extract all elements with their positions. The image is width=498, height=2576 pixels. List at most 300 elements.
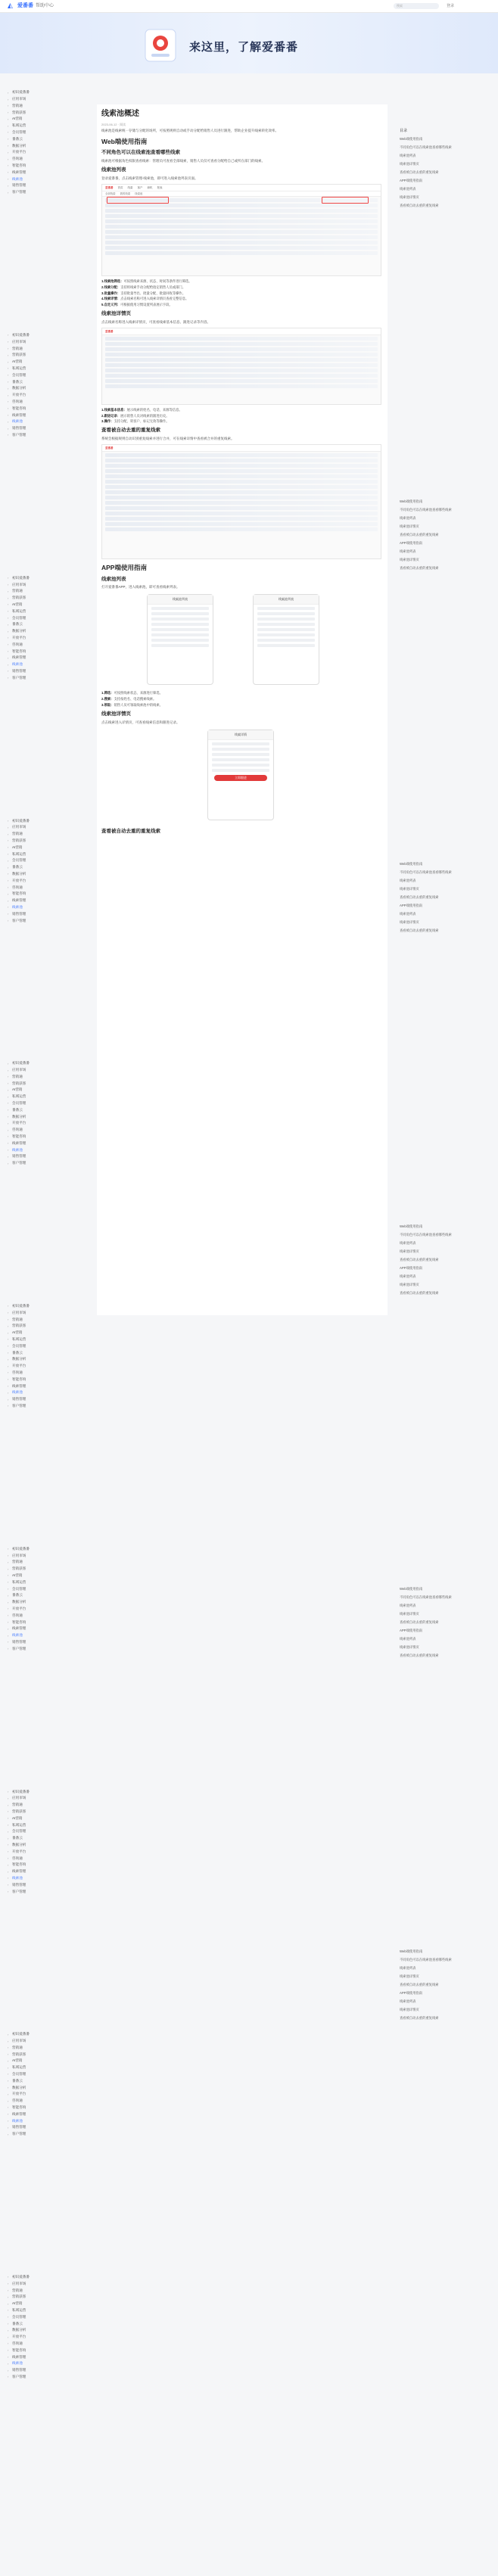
sidebar-item[interactable]: [8, 2341, 91, 2347]
sidebar-item-label: 应用市场: [12, 1310, 26, 1314]
toc-item[interactable]: Web端使用指南: [400, 499, 423, 503]
sidebar-item[interactable]: [8, 1848, 91, 1855]
sidebar-item-label: 私域运营: [12, 2308, 26, 2313]
toc-item[interactable]: Web端使用指南: [400, 136, 423, 141]
sidebar-item-label: 营销通: [12, 1560, 23, 1564]
chevron-icon: ›: [8, 669, 9, 674]
sidebar-item[interactable]: [8, 2058, 91, 2064]
sidebar-item-label: 私域运营: [12, 1579, 26, 1584]
toc-item[interactable]: 线索池详情页: [400, 1249, 419, 1253]
sidebar-item[interactable]: [8, 352, 91, 359]
sidebar-item[interactable]: [8, 1389, 91, 1396]
sidebar-item[interactable]: [8, 2084, 91, 2091]
sidebar-item-label: 开放平台: [12, 1606, 26, 1610]
sidebar-item[interactable]: [8, 1303, 91, 1310]
toc-item[interactable]: Web端使用指南: [400, 1586, 423, 1591]
sidebar-item-label: 初识爱番番: [12, 1546, 30, 1551]
sidebar-item[interactable]: [8, 2301, 91, 2307]
sidebar-item[interactable]: [8, 1632, 91, 1639]
toc-item[interactable]: 线索池列表: [400, 878, 416, 882]
sidebar-item[interactable]: [8, 2131, 91, 2138]
chevron-icon: ›: [8, 622, 9, 627]
hero-illustration-icon: [141, 23, 180, 66]
chevron-icon: ›: [8, 662, 9, 667]
toc-item[interactable]: APP端使用指南: [400, 1265, 423, 1270]
sidebar-item[interactable]: [8, 1579, 91, 1585]
sidebar-item-label: 客户管理: [12, 918, 26, 922]
sidebar-item[interactable]: [8, 884, 91, 891]
sidebar-item[interactable]: [8, 2117, 91, 2124]
sidebar-item[interactable]: [8, 1403, 91, 1410]
toc-item[interactable]: APP端使用指南: [400, 178, 423, 182]
sidebar-item[interactable]: [8, 425, 91, 432]
sidebar-item[interactable]: [8, 1795, 91, 1802]
sidebar-item-label: 线索管理: [12, 1626, 26, 1631]
sidebar-item-label: 初识爱番番: [12, 90, 30, 95]
sidebar-item[interactable]: [8, 1868, 91, 1875]
toc-item[interactable]: 线索池详情页: [400, 557, 419, 562]
sidebar-item[interactable]: [8, 432, 91, 439]
toc-item[interactable]: Web端使用指南: [400, 861, 423, 866]
sidebar-item[interactable]: [8, 917, 91, 924]
sidebar-item[interactable]: [8, 103, 91, 110]
chevron-icon: ›: [8, 1607, 9, 1611]
sidebar: [8, 89, 91, 2517]
sidebar-item-label: 营销通: [12, 103, 23, 107]
toc-item[interactable]: 线索池详情页: [400, 919, 419, 924]
sidebar-item[interactable]: [8, 628, 91, 635]
sidebar-item[interactable]: [8, 910, 91, 917]
sidebar-item[interactable]: [8, 1343, 91, 1350]
sidebar-item-label: 番番云: [12, 865, 23, 870]
sidebar-item[interactable]: [8, 851, 91, 857]
sidebar-item[interactable]: [8, 1134, 91, 1140]
sidebar-item[interactable]: [8, 123, 91, 129]
sidebar-item[interactable]: [8, 89, 91, 96]
sidebar-item[interactable]: [8, 1330, 91, 1336]
sidebar-item[interactable]: [8, 372, 91, 379]
sidebar-item-label: 数据分析: [12, 386, 26, 390]
sidebar-item-label: 智能咨询: [12, 1134, 26, 1139]
sidebar-item[interactable]: [8, 176, 91, 182]
sidebar-item[interactable]: [8, 418, 91, 425]
sidebar-item[interactable]: [8, 648, 91, 655]
search-input[interactable]: 搜索: [394, 3, 439, 9]
sidebar-item[interactable]: [8, 1356, 91, 1363]
sidebar-item[interactable]: [8, 1585, 91, 1592]
toc-item[interactable]: 线索池详情页: [400, 524, 419, 528]
sidebar-item-label: 应用市场: [12, 2039, 26, 2043]
sidebar-item-label: AI营销: [12, 1087, 23, 1092]
sidebar-item[interactable]: [8, 1855, 91, 1862]
sidebar-item[interactable]: [8, 345, 91, 352]
sidebar-item[interactable]: [8, 2098, 91, 2105]
sidebar-item[interactable]: [8, 1107, 91, 1114]
sidebar-item[interactable]: [8, 1809, 91, 1815]
login-link[interactable]: 登录: [447, 4, 455, 8]
toc-item[interactable]: 线索池列表: [400, 153, 416, 157]
sidebar-item-label: 营销通: [12, 2288, 23, 2292]
toc-item[interactable]: APP端使用指南: [400, 903, 423, 907]
sidebar-item-label: 客户管理: [12, 1889, 26, 1893]
sidebar-item-label: 开放平台: [12, 393, 26, 397]
sidebar-item[interactable]: [8, 608, 91, 614]
sidebar-item-label: 客户管理: [12, 675, 26, 680]
chevron-icon: ›: [8, 576, 9, 580]
sidebar-item[interactable]: [8, 655, 91, 661]
sidebar-item[interactable]: [8, 366, 91, 372]
sidebar-item[interactable]: [8, 1566, 91, 1573]
sidebar-item[interactable]: [8, 2274, 91, 2281]
sidebar-item[interactable]: [8, 1888, 91, 1895]
sidebar-item[interactable]: [8, 621, 91, 628]
sidebar-item[interactable]: [8, 904, 91, 911]
sidebar-item-label: AI营销: [12, 1573, 23, 1577]
sidebar-item-label: 咨询通: [12, 885, 23, 889]
sidebar-item[interactable]: [8, 1383, 91, 1389]
toc-item[interactable]: Web端使用指南: [400, 1224, 423, 1228]
sidebar-item[interactable]: [8, 1153, 91, 1160]
sidebar-item-label: 客户管理: [12, 1646, 26, 1650]
sidebar-item-label: 咨询通: [12, 1370, 23, 1375]
sidebar-item[interactable]: [8, 2124, 91, 2131]
sidebar-item[interactable]: [8, 129, 91, 136]
sidebar-item[interactable]: [8, 1087, 91, 1094]
toc-item[interactable]: 线索池列表: [400, 1965, 416, 1970]
sidebar-item[interactable]: [8, 2111, 91, 2118]
sidebar-item[interactable]: [8, 359, 91, 366]
sidebar-item[interactable]: [8, 136, 91, 143]
chevron-icon: ›: [8, 393, 9, 397]
toc-item[interactable]: 查看被自动去重的重复线索: [400, 203, 439, 207]
sidebar-item[interactable]: [8, 1645, 91, 1652]
toc-item[interactable]: 线索池列表: [400, 1603, 416, 1607]
sidebar-item[interactable]: [8, 109, 91, 116]
sidebar-item-label: 营销通: [12, 1803, 23, 1807]
sidebar-item[interactable]: [8, 1080, 91, 1087]
sidebar-item[interactable]: [8, 1349, 91, 1356]
sidebar-item-label: 客户管理: [12, 433, 26, 437]
toc-item[interactable]: 线索池详情页: [400, 1282, 419, 1286]
sidebar-item[interactable]: [8, 581, 91, 588]
sidebar-item[interactable]: [8, 838, 91, 845]
sidebar-item[interactable]: [8, 1127, 91, 1134]
sidebar-item[interactable]: [8, 1552, 91, 1559]
sidebar-item-label: 会员管理: [12, 858, 26, 863]
sidebar-item[interactable]: [8, 2064, 91, 2071]
sidebar-item[interactable]: [8, 641, 91, 648]
sidebar-item[interactable]: [8, 1828, 91, 1835]
sidebar-item[interactable]: [8, 399, 91, 406]
sidebar-item[interactable]: [8, 2320, 91, 2327]
toc-item[interactable]: APP端使用指南: [400, 540, 423, 545]
sidebar-item[interactable]: [8, 1074, 91, 1081]
sidebar-item-label: 销售管理: [12, 1397, 26, 1402]
chevron-icon: ›: [8, 1384, 9, 1389]
sidebar-item[interactable]: [8, 1140, 91, 1147]
chevron-icon: ›: [8, 2065, 9, 2070]
sidebar-item[interactable]: [8, 1802, 91, 1809]
toc-item[interactable]: 线索池列表: [400, 1274, 416, 1278]
sidebar-item[interactable]: [8, 1336, 91, 1343]
toc-item[interactable]: 查看被自动去重的重复线索: [400, 565, 439, 570]
sidebar-item[interactable]: [8, 339, 91, 346]
sidebar-item-label: 番番云: [12, 1593, 23, 1598]
chevron-icon: ›: [8, 1128, 9, 1132]
toc-item[interactable]: 查看被自动去重的重复线索: [400, 1257, 439, 1262]
toc-item[interactable]: 线索池详情页: [400, 194, 419, 199]
sidebar-item[interactable]: [8, 817, 91, 824]
sidebar-item[interactable]: [8, 857, 91, 864]
sidebar-item[interactable]: [8, 1639, 91, 1646]
sidebar-item[interactable]: [8, 1146, 91, 1153]
sidebar-item-label: 私域运营: [12, 2065, 26, 2070]
sidebar-item[interactable]: [8, 1060, 91, 1067]
sidebar-item[interactable]: [8, 332, 91, 339]
toc-item[interactable]: 线索池详情页: [400, 2007, 419, 2011]
chevron-icon: ›: [8, 2079, 9, 2083]
sidebar-item[interactable]: [8, 2281, 91, 2288]
sidebar-item[interactable]: [8, 1370, 91, 1377]
chevron-icon: ›: [8, 406, 9, 411]
toc-item[interactable]: 线索池详情页: [400, 161, 419, 166]
sidebar-item[interactable]: [8, 406, 91, 412]
sidebar-item-label: 客户管理: [12, 1161, 26, 1165]
sidebar-item[interactable]: [8, 1316, 91, 1323]
sidebar-item-label: 会员管理: [12, 615, 26, 620]
sidebar-item[interactable]: [8, 1881, 91, 1888]
sidebar-item[interactable]: [8, 2334, 91, 2341]
sidebar-item[interactable]: [8, 2374, 91, 2381]
sidebar-item[interactable]: [8, 182, 91, 189]
chevron-icon: ›: [8, 1075, 9, 1079]
sidebar-item[interactable]: [8, 163, 91, 170]
sidebar-item-label: 初识爱番番: [12, 1061, 30, 1066]
bullet-text: 支持分配、转客户、标记无效等操作。: [114, 419, 170, 424]
sidebar-item-label: 营销获客: [12, 838, 26, 842]
sidebar-item[interactable]: [8, 392, 91, 399]
sidebar-item[interactable]: [8, 1100, 91, 1107]
sidebar-item-label: 应用市场: [12, 1068, 26, 1072]
bullet-text: 销售人员可领取线索池中的线索。: [114, 703, 163, 707]
chevron-icon: ›: [8, 1311, 9, 1315]
sidebar-item[interactable]: [8, 2105, 91, 2111]
sidebar-item[interactable]: [8, 1377, 91, 1383]
chevron-icon: ›: [8, 373, 9, 378]
toc-item[interactable]: 查看被自动去重的重复线索: [400, 532, 439, 537]
sidebar-item[interactable]: [8, 1067, 91, 1074]
toc-item[interactable]: 线索池列表: [400, 549, 416, 553]
sidebar-item[interactable]: [8, 2071, 91, 2078]
toc-item[interactable]: 不同角色可以在线索池查看哪些线索: [400, 145, 452, 149]
toc-item[interactable]: 查看被自动去重的重复线索: [400, 1982, 439, 1986]
sidebar-item[interactable]: [8, 1619, 91, 1626]
sidebar-item[interactable]: [8, 2327, 91, 2334]
logo[interactable]: [8, 2, 54, 9]
sidebar-item[interactable]: [8, 1310, 91, 1317]
sidebar-item-label: 番番云: [12, 136, 23, 141]
sidebar-item-label: 线索管理: [12, 898, 26, 903]
chevron-icon: ›: [8, 615, 9, 620]
sidebar-item[interactable]: [8, 2347, 91, 2354]
sidebar-item-label: 应用市场: [12, 1796, 26, 1800]
sidebar-item[interactable]: [8, 898, 91, 904]
sidebar-item[interactable]: [8, 2078, 91, 2085]
sidebar-item[interactable]: [8, 1842, 91, 1849]
sidebar-item[interactable]: [8, 1113, 91, 1120]
chevron-icon: ›: [8, 1324, 9, 1328]
sidebar-item-label: 私域运营: [12, 608, 26, 613]
sidebar-item[interactable]: [8, 170, 91, 176]
sidebar-item[interactable]: [8, 1606, 91, 1613]
sidebar-item[interactable]: [8, 891, 91, 898]
sidebar-item-label: 番番云: [12, 622, 23, 627]
sidebar-item[interactable]: [8, 385, 91, 392]
toc-item[interactable]: 不同角色可以在线索池查看哪些线索: [400, 1232, 452, 1237]
chevron-icon: ›: [8, 642, 9, 647]
sidebar-item[interactable]: [8, 668, 91, 675]
sidebar-item[interactable]: [8, 1363, 91, 1370]
chevron-icon: ›: [8, 170, 9, 175]
toc-item[interactable]: 查看被自动去重的重复线索: [400, 1653, 439, 1657]
sidebar-item[interactable]: [8, 595, 91, 602]
sidebar-item[interactable]: [8, 2091, 91, 2098]
sidebar-item[interactable]: [8, 575, 91, 582]
sidebar-item-label: 线索池: [12, 2361, 23, 2366]
sidebar-item[interactable]: [8, 189, 91, 196]
sidebar-item[interactable]: [8, 116, 91, 123]
sidebar-item[interactable]: [8, 1612, 91, 1619]
toc-item[interactable]: 查看被自动去重的重复线索: [400, 1290, 439, 1295]
toc-item[interactable]: 查看被自动去重的重复线索: [400, 894, 439, 899]
bullet-item: [101, 691, 381, 695]
toc-item[interactable]: 不同角色可以在线索池查看哪些线索: [400, 870, 452, 874]
toc-item[interactable]: 查看被自动去重的重复线索: [400, 1619, 439, 1624]
sidebar-item[interactable]: [8, 1323, 91, 1330]
sidebar-item-label: 线索管理: [12, 2111, 26, 2116]
chevron-icon: ›: [8, 117, 9, 121]
toc-item[interactable]: 线索池列表: [400, 1999, 416, 2003]
toc-item[interactable]: 线索池列表: [400, 515, 416, 520]
brand-subtitle: 帮助中心: [36, 3, 54, 8]
sidebar-item-label: 营销获客: [12, 1809, 26, 1813]
sidebar-item[interactable]: [8, 1573, 91, 1579]
sidebar-item[interactable]: [8, 1160, 91, 1167]
sidebar-item[interactable]: [8, 1626, 91, 1632]
sidebar-item[interactable]: [8, 1875, 91, 1882]
sidebar-item[interactable]: [8, 1815, 91, 1822]
sidebar-item[interactable]: [8, 877, 91, 884]
sidebar-item[interactable]: [8, 1599, 91, 1606]
toc-item[interactable]: Web端使用指南: [400, 1949, 423, 1953]
sidebar-item[interactable]: [8, 1546, 91, 1553]
sidebar-item[interactable]: [8, 2367, 91, 2374]
sidebar-item[interactable]: [8, 2307, 91, 2314]
sidebar-item-label: 初识爱番番: [12, 333, 30, 338]
bullet-key: 3.批量操作：: [101, 291, 121, 295]
sidebar-item[interactable]: [8, 635, 91, 642]
toc-item[interactable]: 不同角色可以在线索池查看哪些线索: [400, 1957, 452, 1962]
chevron-icon: ›: [8, 413, 9, 418]
sidebar-item[interactable]: [8, 1120, 91, 1127]
sidebar-item-label: 数据分析: [12, 629, 26, 633]
article-card: [97, 104, 388, 1315]
sidebar-item-label: 番番云: [12, 1350, 23, 1355]
sidebar-item[interactable]: [8, 1835, 91, 1842]
sidebar-item[interactable]: [8, 2031, 91, 2038]
chevron-icon: ›: [8, 1344, 9, 1349]
table-of-contents: [400, 129, 483, 2312]
follow-button[interactable]: 立即跟进: [214, 775, 267, 781]
sidebar-item[interactable]: [8, 96, 91, 103]
sidebar-item[interactable]: [8, 1862, 91, 1868]
sidebar-item[interactable]: [8, 1396, 91, 1403]
sidebar-item[interactable]: [8, 156, 91, 163]
sidebar-item[interactable]: [8, 2038, 91, 2045]
toc-item[interactable]: 查看被自动去重的重复线索: [400, 170, 439, 174]
sidebar-item-label: 营销通: [12, 1317, 23, 1321]
sidebar-item[interactable]: [8, 2354, 91, 2360]
toc-item[interactable]: APP端使用指南: [400, 1628, 423, 1632]
sidebar-item[interactable]: [8, 864, 91, 871]
sidebar-item[interactable]: [8, 378, 91, 385]
toc-item[interactable]: 线索池详情页: [400, 1974, 419, 1978]
sidebar-item[interactable]: [8, 412, 91, 418]
sidebar-item[interactable]: [8, 1094, 91, 1100]
chevron-icon: ›: [8, 1318, 9, 1322]
sidebar-item[interactable]: [8, 1559, 91, 1566]
sidebar-item[interactable]: [8, 2045, 91, 2052]
toc-item[interactable]: APP端使用指南: [400, 1990, 423, 1995]
toc-item[interactable]: 线索池列表: [400, 1240, 416, 1245]
toc-item[interactable]: 不同角色可以在线索池查看哪些线索: [400, 1594, 452, 1599]
sidebar-item[interactable]: [8, 1822, 91, 1828]
sidebar-item[interactable]: [8, 614, 91, 621]
sidebar-item[interactable]: [8, 1592, 91, 1599]
sidebar-item[interactable]: [8, 824, 91, 831]
toc-item[interactable]: 查看被自动去重的重复线索: [400, 2015, 439, 2020]
toc-item[interactable]: 线索池详情页: [400, 886, 419, 891]
sidebar-item[interactable]: [8, 1788, 91, 1795]
toc-item[interactable]: 线索池列表: [400, 911, 416, 916]
screenshot-tabs: 全部线索 我的线索 线索池: [102, 191, 381, 197]
sidebar-item[interactable]: [8, 674, 91, 681]
sidebar-item[interactable]: [8, 844, 91, 851]
toc-item[interactable]: 线索池详情页: [400, 1611, 419, 1616]
sidebar-item[interactable]: [8, 2360, 91, 2367]
sidebar-item[interactable]: [8, 588, 91, 595]
sidebar-item[interactable]: [8, 2051, 91, 2058]
toc-item[interactable]: 查看被自动去重的重复线索: [400, 928, 439, 932]
sidebar-item[interactable]: [8, 2294, 91, 2301]
sidebar-item[interactable]: [8, 2287, 91, 2294]
sidebar-item[interactable]: [8, 602, 91, 608]
sidebar-item[interactable]: [8, 831, 91, 838]
sidebar-item-label: 咨询通: [12, 1856, 23, 1860]
toc-item[interactable]: 线索池详情页: [400, 1644, 419, 1649]
sidebar-item-label: 数据分析: [12, 871, 26, 876]
role-text: 线索池可根据角色权限查看线索：管理员可查看全部线索，销售人员仅可查看分配给自己或所在部门的线索。: [101, 159, 265, 163]
sidebar-item[interactable]: [8, 661, 91, 668]
toc-item[interactable]: 不同角色可以在线索池查看哪些线索: [400, 507, 452, 512]
sidebar-item[interactable]: [8, 2314, 91, 2321]
sidebar-item[interactable]: [8, 142, 91, 149]
bullet-text: 展示销售人员对线索的跟进历史。: [120, 413, 170, 418]
toc-item[interactable]: 线索池列表: [400, 1636, 416, 1641]
sidebar-item[interactable]: [8, 149, 91, 156]
toc-item[interactable]: 线索池列表: [400, 186, 416, 191]
sidebar-item[interactable]: [8, 871, 91, 878]
